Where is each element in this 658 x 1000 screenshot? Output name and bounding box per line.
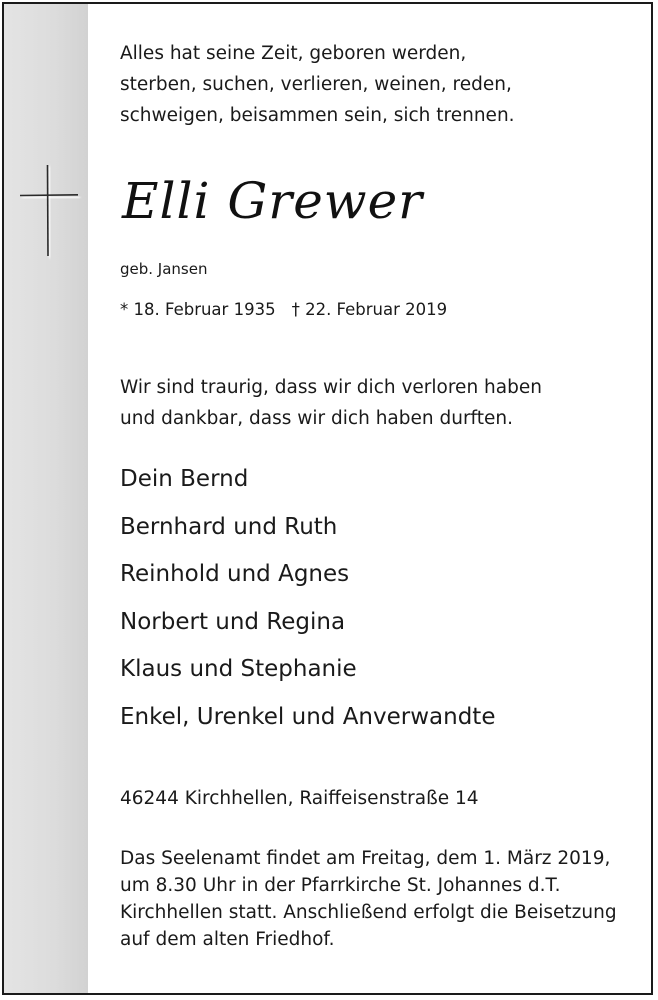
mourner-item: Reinhold und Agnes bbox=[120, 561, 350, 587]
obituary-notice bbox=[2, 2, 653, 995]
mourners-list bbox=[120, 461, 495, 746]
verse-line: schweigen, beisammen sein, sich trennen. bbox=[120, 105, 515, 126]
mourner-item: Dein Bernd bbox=[120, 466, 249, 492]
mourning-sentence bbox=[120, 372, 542, 434]
side-band bbox=[4, 4, 88, 993]
birth-date: * 18. Februar 1935 bbox=[120, 300, 276, 319]
verse bbox=[120, 38, 515, 131]
mourner-item: Enkel, Urenkel und Anverwandte bbox=[120, 703, 496, 730]
life-dates bbox=[120, 300, 447, 319]
death-date: † 22. Februar 2019 bbox=[291, 300, 448, 319]
address: 46244 Kirchhellen, Raiffeisenstraße 14 bbox=[120, 788, 479, 809]
deceased-name: Elli Grewer bbox=[122, 172, 424, 230]
notice-line: Das Seelenamt findet am Freitag, dem 1. März 2019, bbox=[120, 848, 611, 869]
mourner-item: Bernhard und Ruth bbox=[120, 513, 338, 540]
notice-line: Kirchhellen statt. Anschließend erfolgt die Beisetzung bbox=[120, 902, 617, 923]
mourner-item: Norbert und Regina bbox=[120, 608, 346, 635]
notice-line: um 8.30 Uhr in der Pfarrkirche St. Johannes d.T. bbox=[120, 875, 561, 896]
notice-line: auf dem alten Friedhof. bbox=[120, 929, 335, 950]
cross-icon bbox=[18, 162, 82, 262]
mourner-item: Klaus und Stephanie bbox=[120, 656, 357, 682]
sentence-line: und dankbar, dass wir dich haben durften. bbox=[120, 408, 513, 429]
funeral-notice bbox=[120, 845, 617, 953]
verse-line: Alles hat seine Zeit, geboren werden, bbox=[120, 43, 467, 64]
maiden-name: geb. Jansen bbox=[120, 260, 208, 278]
sentence-line: Wir sind traurig, dass wir dich verloren haben bbox=[120, 377, 542, 398]
verse-line: sterben, suchen, verlieren, weinen, reden, bbox=[120, 74, 512, 95]
